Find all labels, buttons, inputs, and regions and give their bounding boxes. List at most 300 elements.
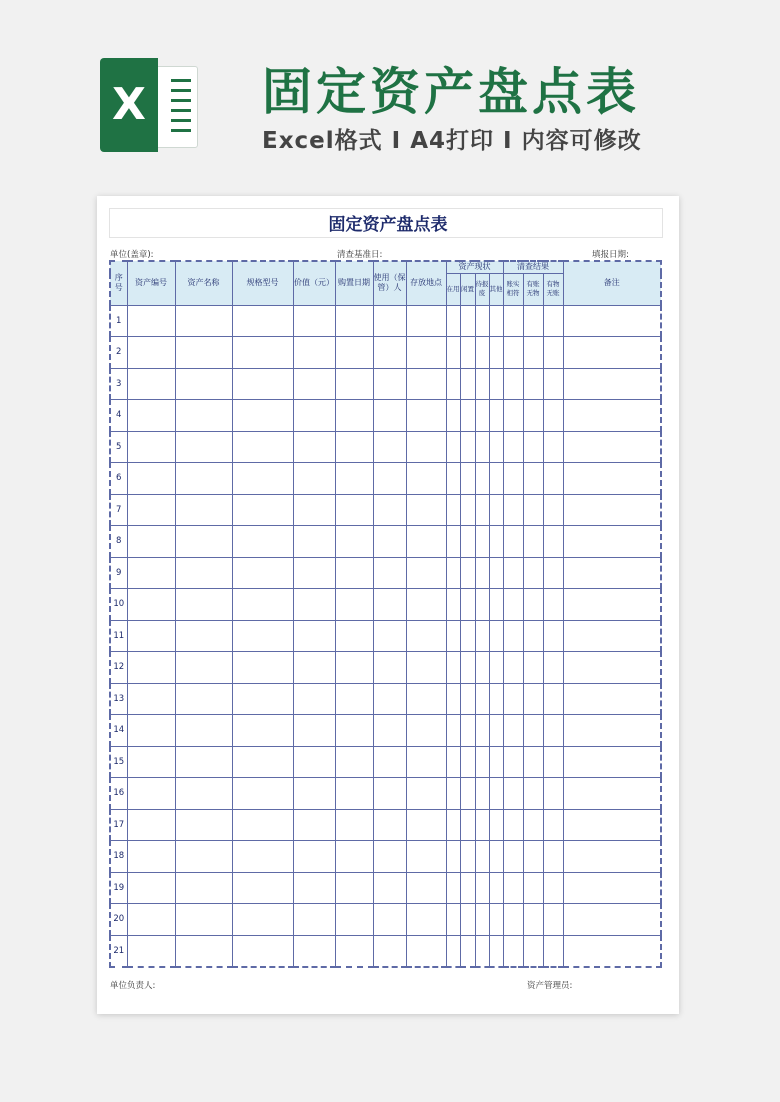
table-cell[interactable] — [127, 526, 175, 558]
table-cell[interactable] — [489, 935, 503, 967]
table-cell[interactable] — [460, 463, 475, 495]
table-cell[interactable] — [293, 337, 335, 369]
table-cell[interactable] — [175, 778, 232, 810]
table-cell[interactable] — [175, 652, 232, 684]
table-cell[interactable] — [373, 589, 406, 621]
table-cell[interactable] — [460, 809, 475, 841]
table-cell[interactable] — [503, 400, 523, 432]
table-cell[interactable] — [127, 557, 175, 589]
table-cell[interactable] — [406, 778, 446, 810]
table-cell[interactable] — [446, 683, 460, 715]
table-cell[interactable] — [563, 904, 661, 936]
table-cell[interactable] — [460, 526, 475, 558]
table-cell[interactable] — [489, 872, 503, 904]
table-cell[interactable] — [523, 904, 543, 936]
table-cell[interactable] — [523, 872, 543, 904]
table-cell[interactable] — [460, 683, 475, 715]
table-cell[interactable] — [503, 337, 523, 369]
table-cell[interactable] — [446, 872, 460, 904]
table-cell[interactable] — [543, 778, 563, 810]
table-cell[interactable] — [523, 683, 543, 715]
table-cell[interactable] — [460, 557, 475, 589]
table-cell[interactable] — [293, 463, 335, 495]
table-cell[interactable] — [373, 809, 406, 841]
table-cell[interactable] — [293, 494, 335, 526]
table-cell[interactable] — [373, 715, 406, 747]
table-cell[interactable] — [543, 715, 563, 747]
table-cell[interactable] — [293, 715, 335, 747]
table-cell[interactable] — [543, 368, 563, 400]
table-cell[interactable] — [475, 463, 489, 495]
table-cell[interactable] — [523, 589, 543, 621]
table-cell[interactable] — [523, 337, 543, 369]
table-cell[interactable] — [293, 526, 335, 558]
table-cell[interactable] — [446, 305, 460, 337]
table-cell[interactable] — [335, 620, 373, 652]
table-cell[interactable] — [373, 494, 406, 526]
table-cell[interactable] — [475, 904, 489, 936]
table-cell[interactable] — [503, 463, 523, 495]
table-cell[interactable] — [373, 778, 406, 810]
table-cell[interactable] — [475, 305, 489, 337]
table-cell[interactable] — [543, 809, 563, 841]
table-cell[interactable] — [232, 935, 293, 967]
table-cell[interactable] — [475, 715, 489, 747]
table-cell[interactable] — [175, 337, 232, 369]
table-cell[interactable] — [563, 337, 661, 369]
table-cell[interactable] — [446, 841, 460, 873]
table-cell[interactable] — [175, 305, 232, 337]
table-cell[interactable] — [293, 368, 335, 400]
table-cell[interactable] — [175, 620, 232, 652]
table-cell[interactable] — [543, 337, 563, 369]
table-cell[interactable] — [335, 431, 373, 463]
table-cell[interactable] — [127, 809, 175, 841]
table-cell[interactable] — [127, 400, 175, 432]
table-cell[interactable] — [489, 494, 503, 526]
table-cell[interactable] — [175, 463, 232, 495]
table-cell[interactable] — [232, 589, 293, 621]
table-cell[interactable] — [373, 935, 406, 967]
table-cell[interactable] — [406, 652, 446, 684]
table-cell[interactable] — [446, 809, 460, 841]
table-cell[interactable] — [475, 652, 489, 684]
table-cell[interactable] — [446, 431, 460, 463]
table-cell[interactable] — [563, 463, 661, 495]
table-cell[interactable] — [489, 652, 503, 684]
table-cell[interactable] — [175, 368, 232, 400]
table-cell[interactable] — [373, 841, 406, 873]
table-cell[interactable] — [489, 368, 503, 400]
table-cell[interactable] — [489, 620, 503, 652]
table-cell[interactable] — [335, 809, 373, 841]
table-cell[interactable] — [563, 778, 661, 810]
table-cell[interactable] — [475, 589, 489, 621]
table-cell[interactable] — [406, 841, 446, 873]
table-cell[interactable] — [543, 526, 563, 558]
table-cell[interactable] — [563, 368, 661, 400]
table-cell[interactable] — [503, 935, 523, 967]
table-cell[interactable] — [446, 746, 460, 778]
table-cell[interactable] — [563, 589, 661, 621]
table-cell[interactable] — [232, 526, 293, 558]
table-cell[interactable] — [127, 305, 175, 337]
table-cell[interactable] — [406, 872, 446, 904]
table-cell[interactable] — [127, 368, 175, 400]
table-cell[interactable] — [293, 809, 335, 841]
table-cell[interactable] — [406, 337, 446, 369]
table-cell[interactable] — [489, 746, 503, 778]
table-cell[interactable] — [475, 683, 489, 715]
table-cell[interactable] — [563, 809, 661, 841]
table-cell[interactable] — [232, 715, 293, 747]
table-cell[interactable] — [293, 305, 335, 337]
table-cell[interactable] — [543, 494, 563, 526]
table-cell[interactable] — [406, 589, 446, 621]
table-cell[interactable] — [232, 305, 293, 337]
table-cell[interactable] — [373, 652, 406, 684]
table-cell[interactable] — [489, 431, 503, 463]
table-cell[interactable] — [232, 368, 293, 400]
table-cell[interactable] — [563, 683, 661, 715]
table-cell[interactable] — [563, 494, 661, 526]
table-cell[interactable] — [489, 305, 503, 337]
table-cell[interactable] — [543, 400, 563, 432]
table-cell[interactable] — [446, 557, 460, 589]
table-cell[interactable] — [127, 904, 175, 936]
table-cell[interactable] — [373, 305, 406, 337]
table-cell[interactable] — [335, 715, 373, 747]
table-cell[interactable] — [127, 746, 175, 778]
table-cell[interactable] — [406, 400, 446, 432]
table-cell[interactable] — [232, 904, 293, 936]
table-cell[interactable] — [335, 526, 373, 558]
table-cell[interactable] — [503, 841, 523, 873]
table-cell[interactable] — [523, 463, 543, 495]
table-cell[interactable] — [489, 841, 503, 873]
table-cell[interactable] — [175, 841, 232, 873]
table-cell[interactable] — [563, 400, 661, 432]
table-cell[interactable] — [335, 652, 373, 684]
table-cell[interactable] — [175, 872, 232, 904]
table-cell[interactable] — [127, 715, 175, 747]
table-cell[interactable] — [460, 715, 475, 747]
table-cell[interactable] — [543, 652, 563, 684]
table-cell[interactable] — [503, 431, 523, 463]
table-cell[interactable] — [373, 620, 406, 652]
table-cell[interactable] — [406, 809, 446, 841]
table-cell[interactable] — [460, 935, 475, 967]
table-cell[interactable] — [503, 368, 523, 400]
table-cell[interactable] — [460, 778, 475, 810]
table-cell[interactable] — [175, 809, 232, 841]
table-cell[interactable] — [373, 872, 406, 904]
table-cell[interactable] — [335, 683, 373, 715]
table-cell[interactable] — [543, 463, 563, 495]
table-cell[interactable] — [523, 841, 543, 873]
table-cell[interactable] — [335, 463, 373, 495]
table-cell[interactable] — [293, 620, 335, 652]
table-cell[interactable] — [503, 746, 523, 778]
table-cell[interactable] — [475, 494, 489, 526]
table-cell[interactable] — [475, 872, 489, 904]
table-cell[interactable] — [503, 809, 523, 841]
table-cell[interactable] — [373, 526, 406, 558]
table-cell[interactable] — [489, 715, 503, 747]
table-cell[interactable] — [293, 935, 335, 967]
table-cell[interactable] — [523, 746, 543, 778]
table-cell[interactable] — [460, 494, 475, 526]
table-cell[interactable] — [503, 305, 523, 337]
table-cell[interactable] — [543, 620, 563, 652]
table-cell[interactable] — [503, 904, 523, 936]
table-cell[interactable] — [293, 683, 335, 715]
table-cell[interactable] — [563, 620, 661, 652]
table-cell[interactable] — [127, 652, 175, 684]
table-cell[interactable] — [293, 589, 335, 621]
table-cell[interactable] — [175, 904, 232, 936]
table-cell[interactable] — [127, 778, 175, 810]
table-cell[interactable] — [523, 652, 543, 684]
table-cell[interactable] — [489, 337, 503, 369]
table-cell[interactable] — [446, 368, 460, 400]
table-cell[interactable] — [543, 589, 563, 621]
table-cell[interactable] — [563, 872, 661, 904]
table-cell[interactable] — [406, 368, 446, 400]
table-cell[interactable] — [543, 904, 563, 936]
table-cell[interactable] — [127, 620, 175, 652]
table-cell[interactable] — [175, 557, 232, 589]
table-cell[interactable] — [563, 526, 661, 558]
table-cell[interactable] — [475, 368, 489, 400]
table-cell[interactable] — [406, 620, 446, 652]
table-cell[interactable] — [503, 557, 523, 589]
table-cell[interactable] — [475, 337, 489, 369]
table-cell[interactable] — [460, 841, 475, 873]
table-cell[interactable] — [523, 778, 543, 810]
table-cell[interactable] — [523, 620, 543, 652]
table-cell[interactable] — [406, 431, 446, 463]
table-cell[interactable] — [335, 494, 373, 526]
table-cell[interactable] — [373, 368, 406, 400]
table-cell[interactable] — [446, 494, 460, 526]
table-cell[interactable] — [563, 557, 661, 589]
table-cell[interactable] — [406, 494, 446, 526]
table-cell[interactable] — [475, 557, 489, 589]
table-cell[interactable] — [475, 431, 489, 463]
table-cell[interactable] — [543, 557, 563, 589]
table-cell[interactable] — [232, 841, 293, 873]
table-cell[interactable] — [232, 463, 293, 495]
table-cell[interactable] — [460, 400, 475, 432]
table-cell[interactable] — [446, 337, 460, 369]
table-cell[interactable] — [335, 337, 373, 369]
table-cell[interactable] — [523, 305, 543, 337]
table-cell[interactable] — [293, 431, 335, 463]
table-cell[interactable] — [503, 778, 523, 810]
table-cell[interactable] — [232, 746, 293, 778]
table-cell[interactable] — [503, 683, 523, 715]
table-cell[interactable] — [523, 526, 543, 558]
table-cell[interactable] — [503, 872, 523, 904]
table-cell[interactable] — [446, 400, 460, 432]
table-cell[interactable] — [175, 431, 232, 463]
table-cell[interactable] — [446, 778, 460, 810]
table-cell[interactable] — [232, 809, 293, 841]
table-cell[interactable] — [523, 431, 543, 463]
table-cell[interactable] — [475, 400, 489, 432]
table-cell[interactable] — [460, 368, 475, 400]
table-cell[interactable] — [523, 809, 543, 841]
table-cell[interactable] — [175, 715, 232, 747]
table-cell[interactable] — [489, 400, 503, 432]
table-cell[interactable] — [406, 746, 446, 778]
table-cell[interactable] — [232, 494, 293, 526]
table-cell[interactable] — [523, 400, 543, 432]
table-cell[interactable] — [460, 904, 475, 936]
table-cell[interactable] — [543, 305, 563, 337]
table-cell[interactable] — [475, 935, 489, 967]
table-cell[interactable] — [406, 683, 446, 715]
table-cell[interactable] — [406, 715, 446, 747]
table-cell[interactable] — [127, 935, 175, 967]
table-cell[interactable] — [475, 778, 489, 810]
table-cell[interactable] — [543, 872, 563, 904]
table-cell[interactable] — [563, 652, 661, 684]
table-cell[interactable] — [489, 778, 503, 810]
table-cell[interactable] — [543, 683, 563, 715]
table-cell[interactable] — [460, 872, 475, 904]
table-cell[interactable] — [543, 935, 563, 967]
table-cell[interactable] — [489, 557, 503, 589]
table-cell[interactable] — [232, 557, 293, 589]
table-cell[interactable] — [543, 431, 563, 463]
table-cell[interactable] — [563, 715, 661, 747]
table-cell[interactable] — [475, 620, 489, 652]
table-cell[interactable] — [232, 652, 293, 684]
table-cell[interactable] — [373, 557, 406, 589]
table-cell[interactable] — [127, 872, 175, 904]
table-cell[interactable] — [335, 400, 373, 432]
table-cell[interactable] — [475, 809, 489, 841]
table-cell[interactable] — [563, 841, 661, 873]
table-cell[interactable] — [543, 746, 563, 778]
table-cell[interactable] — [335, 935, 373, 967]
table-cell[interactable] — [446, 652, 460, 684]
table-cell[interactable] — [293, 652, 335, 684]
table-cell[interactable] — [563, 431, 661, 463]
table-cell[interactable] — [406, 463, 446, 495]
table-cell[interactable] — [460, 620, 475, 652]
table-cell[interactable] — [523, 494, 543, 526]
table-cell[interactable] — [293, 904, 335, 936]
table-cell[interactable] — [293, 841, 335, 873]
table-cell[interactable] — [175, 589, 232, 621]
table-cell[interactable] — [175, 746, 232, 778]
table-cell[interactable] — [446, 715, 460, 747]
table-cell[interactable] — [335, 746, 373, 778]
table-cell[interactable] — [232, 400, 293, 432]
table-cell[interactable] — [446, 935, 460, 967]
table-cell[interactable] — [503, 526, 523, 558]
table-cell[interactable] — [293, 400, 335, 432]
table-cell[interactable] — [489, 904, 503, 936]
table-cell[interactable] — [175, 526, 232, 558]
table-cell[interactable] — [232, 683, 293, 715]
table-cell[interactable] — [460, 746, 475, 778]
table-cell[interactable] — [543, 841, 563, 873]
table-cell[interactable] — [232, 337, 293, 369]
table-cell[interactable] — [232, 872, 293, 904]
table-cell[interactable] — [335, 305, 373, 337]
table-cell[interactable] — [446, 463, 460, 495]
table-cell[interactable] — [293, 872, 335, 904]
table-cell[interactable] — [446, 589, 460, 621]
table-cell[interactable] — [335, 778, 373, 810]
table-cell[interactable] — [446, 526, 460, 558]
table-cell[interactable] — [335, 557, 373, 589]
table-cell[interactable] — [460, 305, 475, 337]
table-cell[interactable] — [460, 589, 475, 621]
table-cell[interactable] — [503, 494, 523, 526]
table-cell[interactable] — [460, 652, 475, 684]
table-cell[interactable] — [373, 683, 406, 715]
table-cell[interactable] — [460, 337, 475, 369]
table-cell[interactable] — [335, 368, 373, 400]
table-cell[interactable] — [563, 305, 661, 337]
table-cell[interactable] — [406, 305, 446, 337]
table-cell[interactable] — [127, 589, 175, 621]
table-cell[interactable] — [406, 526, 446, 558]
table-cell[interactable] — [489, 809, 503, 841]
table-cell[interactable] — [232, 620, 293, 652]
table-cell[interactable] — [489, 589, 503, 621]
table-cell[interactable] — [503, 589, 523, 621]
table-cell[interactable] — [406, 935, 446, 967]
table-cell[interactable] — [406, 904, 446, 936]
table-cell[interactable] — [563, 935, 661, 967]
table-cell[interactable] — [373, 904, 406, 936]
table-cell[interactable] — [232, 778, 293, 810]
table-cell[interactable] — [523, 935, 543, 967]
table-cell[interactable] — [523, 368, 543, 400]
table-cell[interactable] — [373, 431, 406, 463]
table-cell[interactable] — [293, 557, 335, 589]
table-cell[interactable] — [503, 620, 523, 652]
table-cell[interactable] — [175, 683, 232, 715]
table-cell[interactable] — [373, 746, 406, 778]
table-cell[interactable] — [335, 589, 373, 621]
table-cell[interactable] — [373, 337, 406, 369]
table-cell[interactable] — [127, 463, 175, 495]
table-cell[interactable] — [127, 683, 175, 715]
table-cell[interactable] — [475, 526, 489, 558]
table-cell[interactable] — [523, 557, 543, 589]
table-cell[interactable] — [335, 841, 373, 873]
table-cell[interactable] — [460, 431, 475, 463]
table-cell[interactable] — [293, 778, 335, 810]
table-cell[interactable] — [175, 400, 232, 432]
table-cell[interactable] — [563, 746, 661, 778]
table-cell[interactable] — [489, 463, 503, 495]
table-cell[interactable] — [446, 620, 460, 652]
table-cell[interactable] — [175, 494, 232, 526]
table-cell[interactable] — [335, 904, 373, 936]
table-cell[interactable] — [127, 494, 175, 526]
table-cell[interactable] — [489, 526, 503, 558]
table-cell[interactable] — [335, 872, 373, 904]
table-cell[interactable] — [503, 652, 523, 684]
